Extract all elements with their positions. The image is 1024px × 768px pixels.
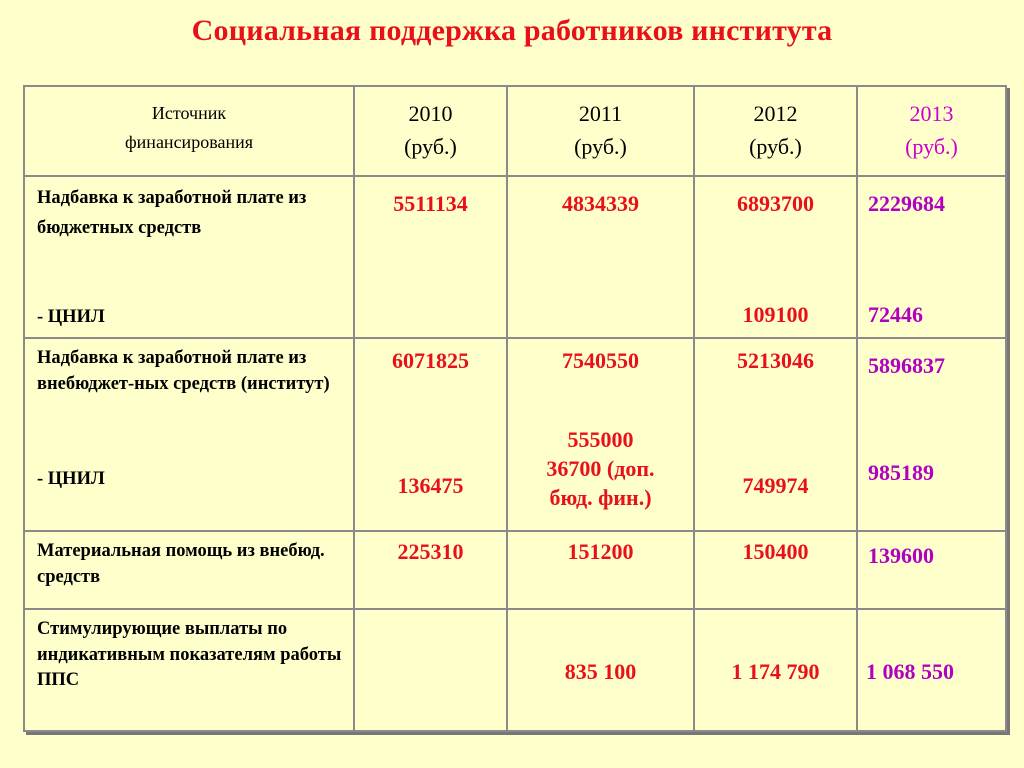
- sub-value: 109100: [742, 302, 809, 327]
- value-cell: [857, 531, 1006, 609]
- row-label-cell: [24, 176, 354, 338]
- value-cell: [354, 176, 507, 338]
- value: 5213046: [737, 348, 814, 373]
- value: 7540550: [562, 348, 639, 373]
- unit-label: (руб.): [404, 134, 457, 159]
- value-cell: [354, 609, 507, 731]
- value-cell: [507, 531, 694, 609]
- table-row: [24, 338, 1006, 531]
- row-sub-label: - ЦНИЛ: [37, 307, 105, 327]
- value: 139600: [868, 543, 934, 568]
- value: 2229684: [868, 191, 945, 216]
- value-cell: [694, 531, 857, 609]
- table-row: [24, 609, 1006, 731]
- row-label-cell: [24, 338, 354, 531]
- value: 1 068 550: [866, 659, 954, 684]
- value: 5896837: [868, 353, 945, 378]
- value: 151200: [567, 539, 634, 564]
- page-title: Социальная поддержка работников института: [191, 14, 833, 47]
- unit-label: (руб.): [905, 134, 958, 159]
- value-cell: [857, 338, 1006, 531]
- value-cell: [507, 338, 694, 531]
- value-cell: [694, 609, 857, 731]
- header-year-2011: [507, 86, 694, 176]
- year-label: 2013: [909, 101, 954, 126]
- sub-value: 985189: [868, 460, 934, 485]
- value-cell: [694, 176, 857, 338]
- sub-value: 136475: [397, 473, 464, 498]
- row-sub-label: - ЦНИЛ: [37, 469, 105, 489]
- value-cell: [857, 176, 1006, 338]
- extra-value-line1: 555000: [567, 427, 634, 452]
- row-label: Надбавка к заработной плате из внебюджет-ных средств (институт): [37, 348, 330, 394]
- table-row: [24, 176, 1006, 338]
- row-label-cell: [24, 531, 354, 609]
- funding-table: [23, 85, 1007, 732]
- row-label: Стимулирующие выплаты по индикативным показателям работы ППС: [37, 619, 342, 691]
- value: 5511134: [393, 191, 468, 216]
- header-year-2010: [354, 86, 507, 176]
- value: 1 174 790: [731, 659, 820, 684]
- year-label: 2010: [408, 101, 453, 126]
- extra-value-line2: 36700 (доп.: [546, 456, 655, 481]
- value-cell: [354, 338, 507, 531]
- value-cell: [354, 531, 507, 609]
- unit-label: (руб.): [574, 134, 627, 159]
- value: 6071825: [392, 348, 469, 373]
- value: 225310: [397, 539, 464, 564]
- row-label-cell: [24, 609, 354, 731]
- value: 4834339: [562, 191, 639, 216]
- value: 835 100: [564, 659, 637, 684]
- year-label: 2012: [753, 101, 798, 126]
- value-cell: [507, 176, 694, 338]
- year-label: 2011: [578, 101, 623, 126]
- extra-value-line3: бюд. фин.): [549, 485, 652, 510]
- row-label: Материальная помощь из внебюд. средств: [37, 541, 325, 587]
- value: 6893700: [737, 191, 814, 216]
- value-cell: [507, 609, 694, 731]
- value: 150400: [742, 539, 809, 564]
- table-header-row: [24, 86, 1006, 176]
- value-cell: [694, 338, 857, 531]
- table-row: [24, 531, 1006, 609]
- header-source-line1: Источник: [151, 103, 227, 123]
- header-source-cell: [24, 86, 354, 176]
- value-cell: [857, 609, 1006, 731]
- header-year-2013: [857, 86, 1006, 176]
- row-label: Надбавка к заработной плате из бюджетных средств: [37, 188, 307, 238]
- header-year-2012: [694, 86, 857, 176]
- sub-value: 72446: [868, 302, 923, 327]
- unit-label: (руб.): [749, 134, 802, 159]
- header-source-line2: финансирования: [125, 131, 253, 152]
- sub-value: 749974: [742, 473, 809, 498]
